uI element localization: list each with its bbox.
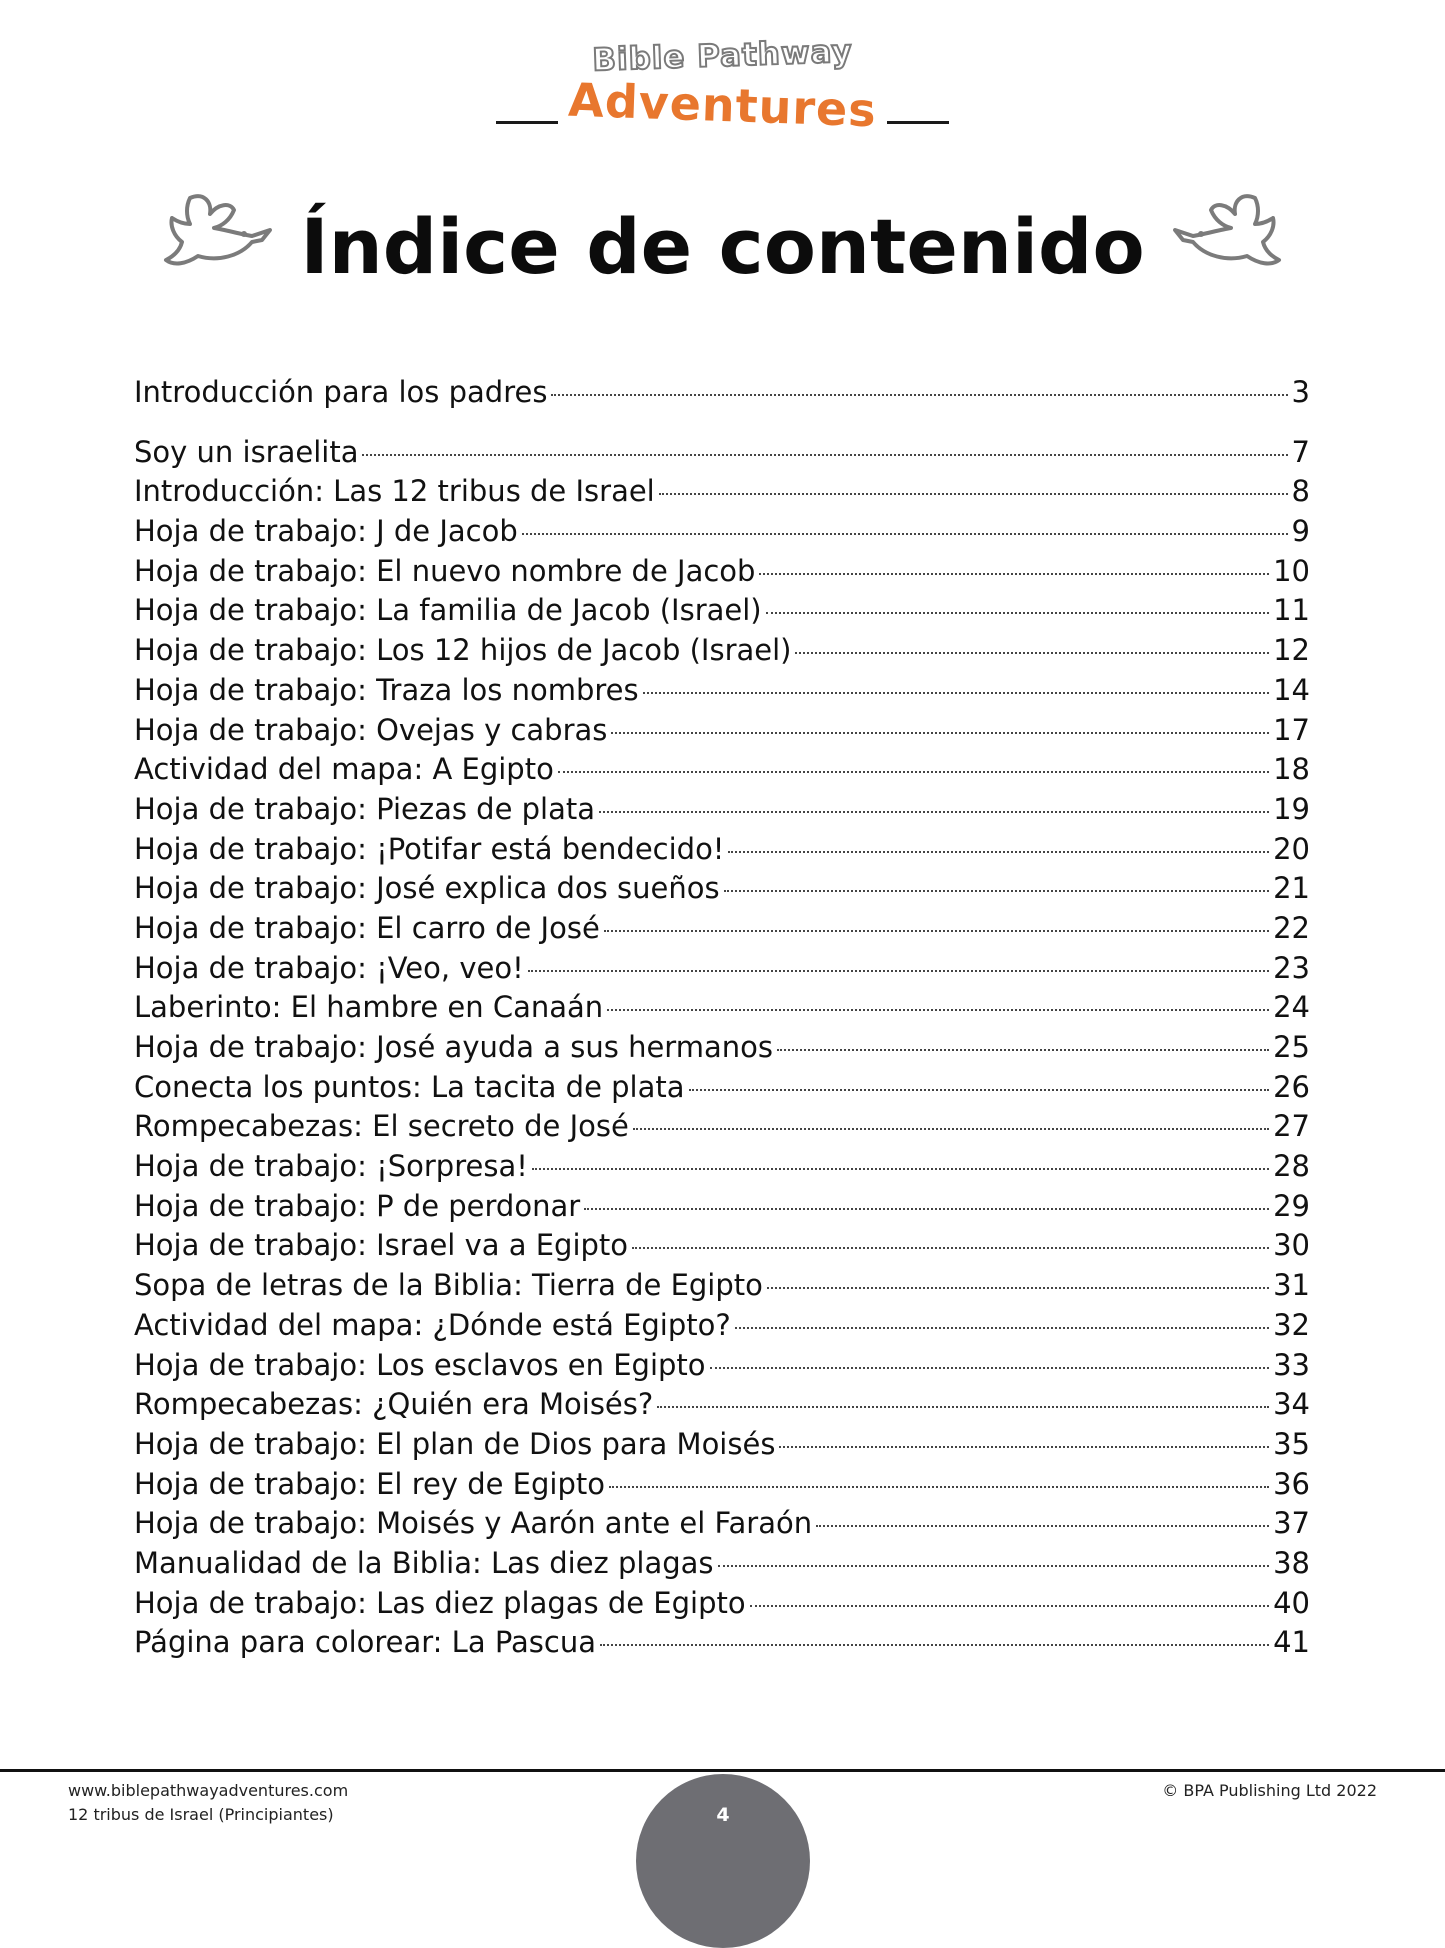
dot-leader [607,1009,1269,1011]
toc-entry[interactable] [134,474,1310,514]
dot-leader [632,1247,1269,1249]
toc-entry-title: Hoja de trabajo: ¡Potifar está bendecido! [134,831,725,866]
toc-entry[interactable] [134,832,1310,872]
toc-entry-page: 29 [1273,1188,1310,1223]
dot-leader [710,1367,1270,1369]
toc-entry[interactable] [134,554,1310,594]
toc-entry-page: 38 [1273,1545,1310,1580]
toc-entry-page: 18 [1273,752,1310,787]
toc-entry-page: 41 [1273,1625,1310,1660]
toc-entry[interactable] [134,951,1310,991]
dot-leader [643,692,1269,694]
toc-entry-page: 35 [1273,1426,1310,1461]
footer-divider [0,1769,1445,1772]
toc-entry[interactable] [134,1189,1310,1229]
toc-entry-page: 11 [1273,593,1310,628]
toc-entry-page: 23 [1273,950,1310,985]
toc-entry-page: 8 [1291,474,1310,509]
toc-entry-title: Hoja de trabajo: El rey de Egipto [134,1466,605,1501]
dot-leader [532,1168,1269,1170]
toc-entry-title: Hoja de trabajo: El plan de Dios para Moisés [134,1426,776,1461]
toc-entry-title: Hoja de trabajo: El carro de José [134,910,600,945]
dot-leader [689,1089,1270,1091]
dot-leader [728,851,1269,853]
dot-leader [551,394,1287,396]
toc-entry-page: 31 [1273,1268,1310,1303]
toc-entry-page: 37 [1273,1506,1310,1541]
dot-leader [522,533,1288,535]
footer-left [68,1779,348,1827]
dot-leader [795,652,1269,654]
toc-entry-page: 40 [1273,1585,1310,1620]
toc-entry-page: 24 [1273,990,1310,1025]
toc-entry[interactable] [134,1467,1310,1507]
toc-entry-page: 20 [1273,831,1310,866]
dot-leader [611,732,1269,734]
footer-copyright: © BPA Publishing Ltd 2022 [1162,1781,1377,1800]
table-of-contents [134,375,1310,1665]
toc-entry[interactable] [134,1030,1310,1070]
toc-entry[interactable] [134,673,1310,713]
toc-entry-page: 9 [1291,514,1310,549]
toc-entry-page: 33 [1273,1347,1310,1382]
dot-leader [718,1565,1270,1567]
toc-entry-page: 3 [1291,375,1310,409]
toc-entry-title: Hoja de trabajo: Piezas de plata [134,791,596,826]
toc-entry[interactable] [134,514,1310,554]
toc-entry[interactable] [134,990,1310,1030]
toc-entry-title: Introducción para los padres [134,375,548,409]
toc-entry-page: 21 [1273,871,1310,906]
toc-entry-title: Hoja de trabajo: José ayuda a sus hermanos [134,1030,773,1064]
toc-entry[interactable] [134,1427,1310,1467]
toc-entry-title: Manualidad de la Biblia: Las diez plagas [134,1545,714,1580]
toc-entry-title: Hoja de trabajo: ¡Sorpresa! [134,1149,528,1184]
toc-entry[interactable] [134,1308,1310,1348]
dot-leader [779,1446,1269,1448]
dot-leader [558,771,1269,773]
toc-entry-title: Hoja de trabajo: El nuevo nombre de Jacob [134,553,756,588]
toc-entry-title: Hoja de trabajo: ¡Veo, veo! [134,950,524,985]
page-number: 4 [716,1804,730,1826]
dot-leader [609,1486,1269,1488]
toc-entry-page: 10 [1273,553,1310,588]
dot-leader [584,1208,1269,1210]
toc-entry[interactable] [134,435,1310,475]
toc-entry[interactable] [134,1625,1310,1665]
toc-entry[interactable] [134,375,1310,415]
toc-entry[interactable] [134,1109,1310,1149]
toc-entry[interactable] [134,1586,1310,1626]
dot-leader [735,1327,1269,1329]
toc-entry[interactable] [134,1348,1310,1388]
dove-icon [1165,180,1285,290]
toc-entry-title: Actividad del mapa: ¿Dónde está Egipto? [134,1307,731,1342]
toc-entry-title: Hoja de trabajo: Los 12 hijos de Jacob (Israel) [134,633,792,668]
toc-entry-title: Hoja de trabajo: J de Jacob [134,514,518,549]
toc-entry-page: 34 [1273,1387,1310,1422]
toc-entry[interactable] [134,911,1310,951]
toc-entry-title: Página para colorear: La Pascua [134,1625,596,1660]
dot-leader [657,1406,1269,1408]
toc-entry[interactable] [134,1149,1310,1189]
toc-entry-title: Sopa de letras de la Biblia: Tierra de Egipto [134,1268,763,1303]
dot-leader [816,1525,1269,1527]
page-number-badge [636,1774,810,1948]
toc-entry-page: 14 [1273,672,1310,707]
toc-entry-title: Hoja de trabajo: P de perdonar [134,1188,581,1223]
toc-entry-title: Hoja de trabajo: Ovejas y cabras [134,712,608,747]
toc-entry-page: 32 [1273,1307,1310,1342]
toc-entry-page: 26 [1273,1069,1310,1104]
toc-entry-page: 17 [1273,712,1310,747]
dot-leader [767,1287,1269,1289]
toc-entry[interactable] [134,871,1310,911]
footer-website[interactable]: www.biblepathwayadventures.com [68,1781,349,1800]
toc-entry[interactable] [134,752,1310,792]
dot-leader [362,454,1287,456]
toc-entry[interactable] [134,1546,1310,1586]
toc-entry-title: Introducción: Las 12 tribus de Israel [134,474,655,509]
dot-leader [724,890,1270,892]
toc-entry-page: 25 [1273,1030,1310,1064]
publisher-logo [0,28,1445,138]
toc-entry-title: Hoja de trabajo: Las diez plagas de Egipto [134,1585,746,1620]
toc-entry[interactable] [134,1506,1310,1546]
dot-leader [599,811,1269,813]
toc-entry-page: 28 [1273,1149,1310,1184]
toc-entry-title: Soy un israelita [134,434,359,469]
dot-leader [766,612,1269,614]
logo-text-bottom: Adventures [567,72,878,138]
toc-entry-title: Hoja de trabajo: Traza los nombres [134,672,639,707]
toc-entry-title: Hoja de trabajo: Moisés y Aarón ante el Faraón [134,1506,813,1541]
dot-leader [528,970,1269,972]
toc-entry-page: 27 [1273,1109,1310,1144]
toc-entry[interactable] [134,633,1310,673]
toc-entry-page: 12 [1273,633,1310,668]
dot-leader [600,1644,1269,1646]
toc-entry-title: Rompecabezas: El secreto de José [134,1109,629,1144]
toc-entry[interactable] [134,713,1310,753]
toc-entry-page: 30 [1273,1228,1310,1263]
toc-entry-title: Actividad del mapa: A Egipto [134,752,554,787]
toc-entry-title: Hoja de trabajo: José explica dos sueños [134,871,720,906]
toc-entry-title: Conecta los puntos: La tacita de plata [134,1069,685,1104]
toc-entry[interactable] [134,792,1310,832]
toc-entry-title: Hoja de trabajo: Los esclavos en Egipto [134,1347,706,1382]
toc-entry-title: Rompecabezas: ¿Quién era Moisés? [134,1387,654,1422]
dot-leader [604,930,1269,932]
toc-entry[interactable] [134,1070,1310,1110]
dot-leader [659,493,1288,495]
toc-entry-page: 7 [1291,434,1310,469]
toc-entry-page: 22 [1273,910,1310,945]
toc-entry-page: 19 [1273,791,1310,826]
toc-entry-title: Hoja de trabajo: Israel va a Egipto [134,1228,629,1263]
toc-entry-title: Hoja de trabajo: La familia de Jacob (Israel) [134,593,762,628]
dot-leader [759,573,1269,575]
dot-leader [750,1605,1269,1607]
page-title: Índice de contenido [300,202,1145,291]
dot-leader [633,1128,1269,1130]
title-row [0,180,1445,300]
toc-entry[interactable] [134,1268,1310,1308]
toc-entry[interactable] [134,593,1310,633]
footer-book-title: 12 tribus de Israel (Principiantes) [68,1805,334,1824]
logo-text-top: Bible Pathway [591,33,854,79]
toc-entry-page: 36 [1273,1466,1310,1501]
toc-entry[interactable] [134,1387,1310,1427]
toc-entry-title: Laberinto: El hambre en Canaán [134,990,604,1025]
dot-leader [777,1049,1269,1051]
toc-entry[interactable] [134,1228,1310,1268]
